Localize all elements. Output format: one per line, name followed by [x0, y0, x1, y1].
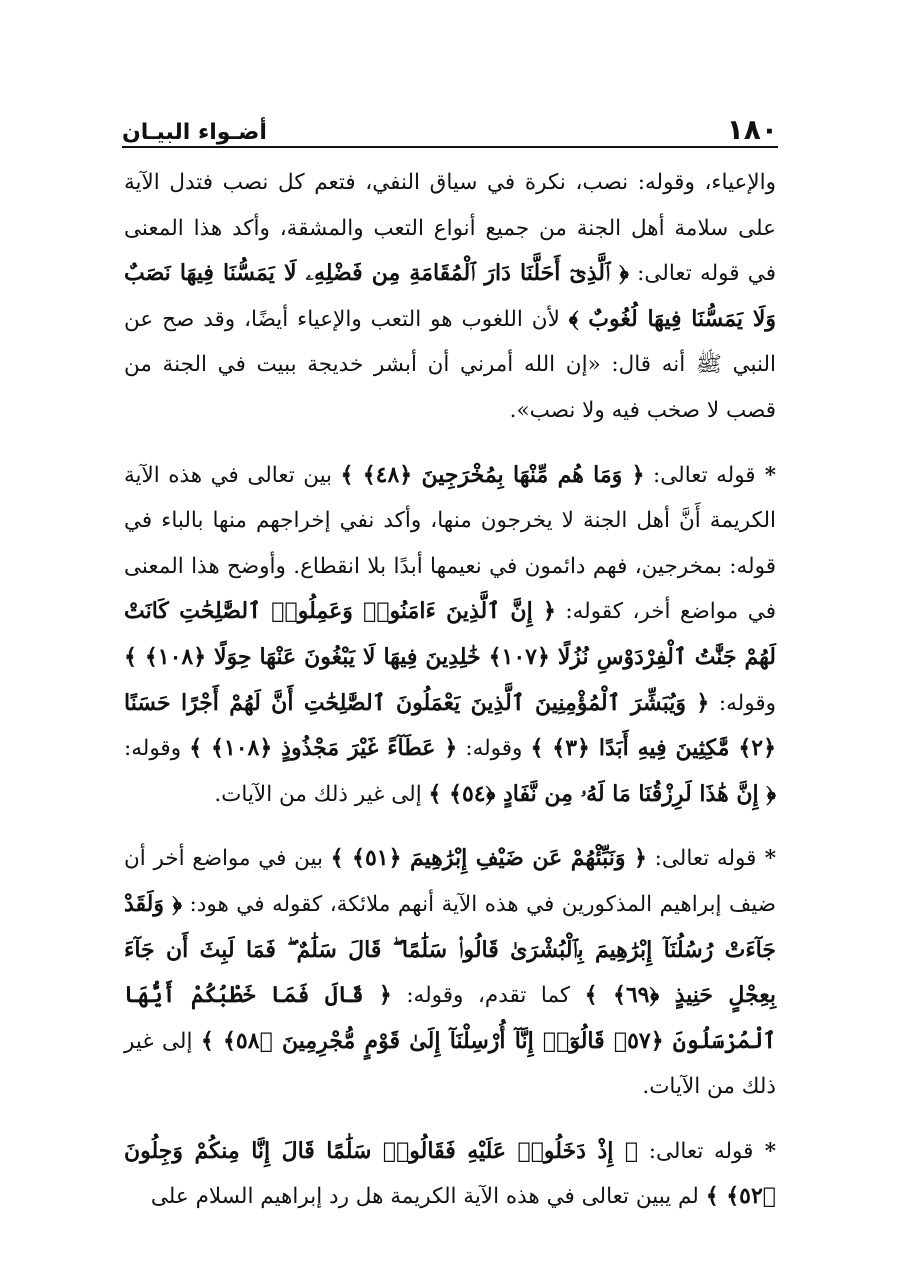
paragraph-text: وقوله: [124, 736, 190, 762]
running-title: أضـواء البيـان [122, 120, 267, 145]
quran-verse: ﴿ إِنَّ ٱلَّذِينَ ءَامَنُوا۟ وَعَمِلُوا۟ ٱلصَّٰلِحَٰتِ كَانَتْ لَهُمْ جَنَّٰتُ ٱلْفِرْدَوْسِ نُزُلًا ﴿١٠٧﴾ خَٰلِدِينَ فِيهَا لَا يَبْغُونَ عَنْهَا حِوَلًا ﴿١٠٨﴾ ﴾ [124, 598, 776, 670]
quran-verse: ﴿ وَلَقَدْ جَآءَتْ رُسُلُنَآ إِبْرَٰهِيمَ بِٱلْبُشْرَىٰ قَالُوا۟ سَلَٰمًا ۖ قَالَ سَلَٰمٌ ۖ فَمَا لَبِثَ أَن جَآءَ بِعِجْلٍ حَنِيذٍ ﴿٦٩﴾ ﴾ [124, 890, 777, 1009]
paragraph-text: وقوله: [457, 736, 531, 762]
quran-verse: ﴿ ٱلَّذِىٓ أَحَلَّنَا دَارَ ٱلْمُقَامَةِ مِن فَضْلِهِۦ لَا يَمَسُّنَا فِيهَا نَصَبٌ وَلَا يَمَسُّنَا فِيهَا لُغُوبٌ ﴾ [124, 260, 776, 332]
paragraph-text: كما تقدم، وقوله: [391, 983, 585, 1009]
quran-verse: ﴿ قَالَ فَمَا خَطْبُكُمْ أَيُّهَا ٱلْمُرْسَلُونَ ﴿٥٧﴾ قَالُوٓا۟ إِنَّآ أُرْسِلْنَآ إِلَىٰ قَوْمٍ مُّجْرِمِينَ ﴿٥٨﴾ ﴾ [124, 982, 776, 1054]
page-number: ١٨٠ [726, 113, 778, 146]
quran-verse: ﴿ إِذْ دَخَلُوا۟ عَلَيْهِ فَقَالُوا۟ سَلَٰمًا قَالَ إِنَّا مِنكُمْ وَجِلُونَ ﴿٥٢﴾ ﴾ [124, 1137, 776, 1210]
page-header [122, 100, 778, 144]
paragraph-text: إلى غير ذلك من الآيات. [124, 1028, 776, 1100]
paragraph-4 [124, 1129, 776, 1220]
paragraph-text: قوله تعالى: [644, 462, 756, 488]
paragraph-text: إلى غير ذلك من الآيات. [214, 781, 429, 807]
quran-verse: ﴿ إِنَّ هَٰذَا لَرِزْقُنَا مَا لَهُۥ مِن نَّفَادٍ ﴿٥٤﴾ ﴾ [428, 780, 776, 807]
paragraph-text: بين تعالى في هذه الآية الكريمة أَنَّ أهل الجنة لا يخرجون منها، وأكد نفي إخراجهم منها بالباء في قوله: بمخرجين، فهم دائمون في نعيمها أبدًا بلا انقطاع. وأوضح هذا المعنى في مواضع أخر، كقوله: [124, 462, 776, 625]
section-marker: * [755, 462, 776, 488]
paragraph-text: لم يبين تعالى في هذه الآية الكريمة هل رد إبراهيم السلام على [150, 1184, 706, 1210]
paragraph-text: والإعياء، وقوله: نصب، نكرة في سياق النفي، فتعم كل نصب فتدل الآية على سلامة أهل الجنة من جميع أنواع التعب والمشقة، وأكد هذا المعنى في قوله تعالى: [124, 170, 776, 287]
paragraph-text: قوله تعالى: [638, 1138, 754, 1164]
paragraph-text: قوله تعالى: [646, 846, 757, 872]
paragraph-2 [124, 453, 776, 818]
paragraph-text: بين في مواضع أخر أن ضيف إبراهيم المذكورين في هذه الآية أنهم ملائكة، كقوله في هود: [124, 846, 776, 917]
quran-verse: ﴿ وَمَا هُم مِّنْهَا بِمُخْرَجِينَ ﴿٤٨﴾ ﴾ [340, 461, 645, 488]
quran-verse: ﴿ عَطَآءً غَيْرَ مَجْذُوذٍ ﴿١٠٨﴾ ﴾ [189, 735, 458, 762]
paragraph-3 [124, 836, 776, 1110]
paragraph-1 [124, 160, 776, 434]
quran-verse: ﴿ وَيُبَشِّرَ ٱلْمُؤْمِنِينَ ٱلَّذِينَ يَعْمَلُونَ ٱلصَّٰلِحَٰتِ أَنَّ لَهُمْ أَجْرًا حَسَنًا ﴿٢﴾ مَّٰكِثِينَ فِيهِ أَبَدًا ﴿٣﴾ ﴾ [124, 689, 776, 762]
section-marker: * [753, 1138, 776, 1164]
quran-verse: ﴿ وَنَبِّئْهُمْ عَن ضَيْفِ إِبْرَٰهِيمَ ﴿٥١﴾ ﴾ [330, 845, 647, 872]
paragraph-text: لأن اللغوب هو التعب والإعياء أيضًا، وقد صح عن النبي ﷺ أنه قال: «إن الله أمرني أن أبشر خديجة ببيت في الجنة من قصب لا صخب فيه ولا نصب». [124, 306, 776, 423]
paragraph-text: وقوله: [709, 690, 776, 716]
header-divider [122, 146, 778, 148]
section-marker: * [756, 846, 776, 872]
page-body [124, 160, 776, 1220]
